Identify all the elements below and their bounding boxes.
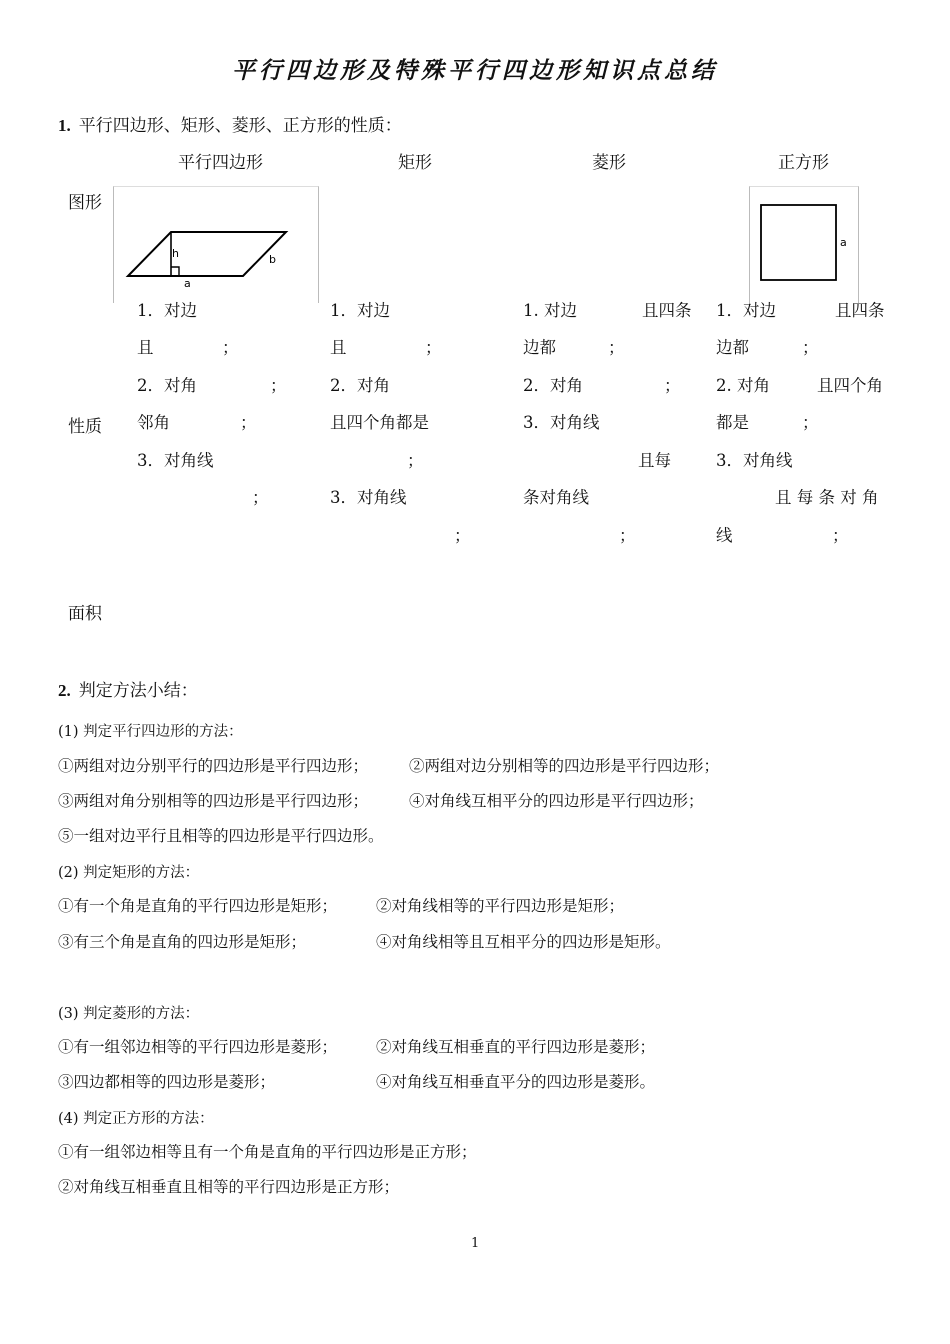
row-label-area: 面积 xyxy=(68,604,102,624)
group4-label: (4) 判定正方形的方法： xyxy=(58,1111,214,1127)
section2-number: 2. xyxy=(58,681,71,700)
prop-square-6: 且四个角 xyxy=(817,376,883,395)
page-number: 1 xyxy=(471,1236,480,1251)
prop-rhombus-9: 条对角线 xyxy=(523,488,589,507)
prop-rectangle-8: ； xyxy=(454,526,471,545)
prop-rhombus-10: ； xyxy=(619,526,636,545)
prop-square-1: 1．对边 xyxy=(716,301,776,320)
prop-square-5: 2. 对角 xyxy=(716,376,770,395)
prop-rhombus-4: ； xyxy=(608,338,625,357)
group2-item-1: ①有一个角是直角的平行四边形是矩形； xyxy=(58,897,338,915)
group3-item-4: ④对角线互相垂直平分的四边形是菱形。 xyxy=(376,1073,656,1091)
prop-rhombus-3: 边都 xyxy=(523,338,556,357)
prop-parallelogram-5: ； xyxy=(270,376,287,395)
prop-square-10: 且 每 条 对 角 xyxy=(775,488,879,507)
row-label-properties: 性质 xyxy=(68,417,102,437)
group1-item-5: ⑤一组对边平行且相等的四边形是平行四边形。 xyxy=(58,827,384,845)
prop-square-7: 都是 xyxy=(716,413,749,432)
prop-rectangle-6: ； xyxy=(407,451,424,470)
group2-item-4: ④对角线相等且互相平分的四边形是矩形。 xyxy=(376,933,671,951)
group3-label: (3) 判定菱形的方法： xyxy=(58,1006,200,1022)
prop-parallelogram-6: 邻角 xyxy=(137,413,170,432)
col-header-rhombus: 菱形 xyxy=(592,153,626,173)
group1-item-1: ①两组对边分别平行的四边形是平行四边形； xyxy=(58,757,369,775)
col-header-square: 正方形 xyxy=(778,153,829,173)
col-header-rectangle: 矩形 xyxy=(398,153,432,173)
label-a: a xyxy=(184,277,191,290)
section1-heading-text: 平行四边形、矩形、菱形、正方形的性质： xyxy=(78,116,402,136)
group3-item-1: ①有一组邻边相等的平行四边形是菱形； xyxy=(58,1038,338,1056)
group2-label: (2) 判定矩形的方法： xyxy=(58,865,200,881)
prop-parallelogram-7: ； xyxy=(240,413,257,432)
prop-square-11: 线 xyxy=(716,526,733,545)
prop-rhombus-1: 1. 对边 xyxy=(523,301,577,320)
group1-label: (1) 判定平行四边形的方法： xyxy=(58,724,243,740)
prop-parallelogram-1: 1．对边 xyxy=(137,301,197,320)
prop-rhombus-8: 且每 xyxy=(638,451,671,470)
prop-parallelogram-2: 且 xyxy=(137,338,154,357)
label-h: h xyxy=(172,247,179,260)
group1-item-2: ②两组对边分别相等的四边形是平行四边形； xyxy=(409,757,720,775)
group4-item-2: ②对角线互相垂直且相等的平行四边形是正方形； xyxy=(58,1178,400,1196)
prop-rectangle-5: 且四个角都是 xyxy=(330,413,429,432)
group2-item-2: ②对角线相等的平行四边形是矩形； xyxy=(376,897,625,915)
section1-number: 1. xyxy=(58,116,71,135)
group1-item-4: ④对角线互相平分的四边形是平行四边形； xyxy=(409,792,704,810)
prop-square-4: ； xyxy=(802,338,819,357)
prop-rhombus-7: 3．对角线 xyxy=(523,413,600,432)
square-diagram xyxy=(750,187,858,303)
page-title: 平行四边形及特殊平行四边形知识点总结 xyxy=(232,58,718,84)
section2-heading-text: 判定方法小结： xyxy=(78,681,198,701)
group4-item-1: ①有一组邻边相等且有一个角是直角的平行四边形是正方形； xyxy=(58,1143,477,1161)
prop-rectangle-4: 2．对角 xyxy=(330,376,390,395)
group3-item-3: ③四边都相等的四边形是菱形； xyxy=(58,1073,276,1091)
prop-rectangle-1: 1．对边 xyxy=(330,301,390,320)
prop-square-2: 且四条 xyxy=(835,301,885,320)
prop-rhombus-6: ； xyxy=(664,376,681,395)
prop-rectangle-2: 且 xyxy=(330,338,347,357)
parallelogram-figure xyxy=(113,186,319,303)
group3-item-2: ②对角线互相垂直的平行四边形是菱形； xyxy=(376,1038,656,1056)
prop-square-8: ； xyxy=(802,413,819,432)
prop-rhombus-5: 2．对角 xyxy=(523,376,583,395)
group2-item-3: ③有三个角是直角的四边形是矩形； xyxy=(58,933,307,951)
parallelogram-diagram xyxy=(114,187,318,303)
prop-parallelogram-8: 3．对角线 xyxy=(137,451,214,470)
row-label-figure: 图形 xyxy=(68,193,102,213)
prop-parallelogram-3: ； xyxy=(222,338,239,357)
prop-rectangle-3: ； xyxy=(425,338,442,357)
prop-square-9: 3．对角线 xyxy=(716,451,793,470)
prop-rhombus-2: 且四条 xyxy=(642,301,692,320)
label-b: b xyxy=(269,253,276,266)
prop-square-3: 边都 xyxy=(716,338,749,357)
prop-rectangle-7: 3．对角线 xyxy=(330,488,407,507)
prop-rhombus-11: ； xyxy=(832,526,849,545)
prop-parallelogram-4: 2．对角 xyxy=(137,376,197,395)
prop-parallelogram-9: ； xyxy=(252,488,269,507)
group1-item-3: ③两组对角分别相等的四边形是平行四边形； xyxy=(58,792,369,810)
col-header-parallelogram: 平行四边形 xyxy=(178,153,263,173)
section1-heading xyxy=(58,111,402,136)
square-figure xyxy=(749,186,859,303)
label-square-a: a xyxy=(840,236,847,249)
section2-heading xyxy=(58,676,198,701)
